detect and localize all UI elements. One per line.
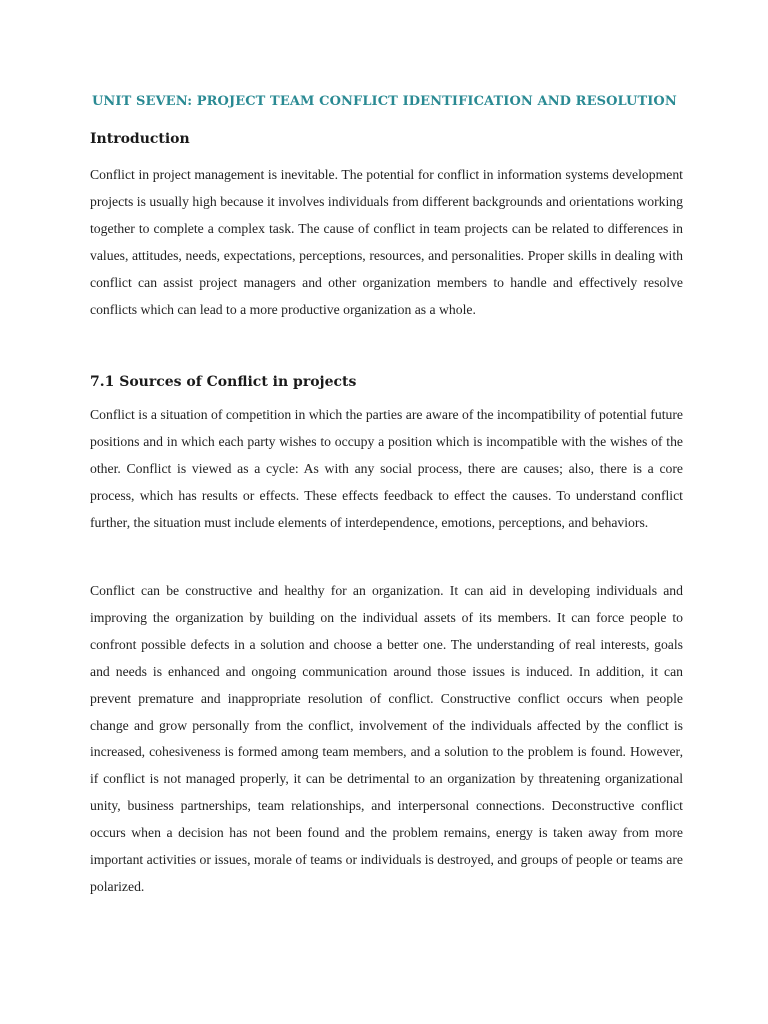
constructive-conflict-paragraph: Conflict can be constructive and healthy for an organization. It can aid in developing individuals and improving the organization by building on the individual assets of its members. It can force people to confront possible defects in a solution and choose a better one. The understanding of real interests, goals and needs is enhanced and ongoing communication around those issues is induced. In addition, it can prevent premature and inappropriate resolution of conflict. Constructive conflict occurs when people change and grow personally from the conflict, involvement of the individuals affected by the conflict is increased, cohesiveness is formed among team members, and a solution to the problem is found. However, if conflict is not managed properly, it can be detrimental to an organization by threatening organizational unity, business partnerships, team relationships, and interpersonal connections. Deconstructive conflict occurs when a decision has not been found and the problem remains, energy is taken away from more important activities or issues, morale of teams or individuals is destroyed, and groups of people or teams are polarized. (90, 583, 683, 894)
conflict-definition-paragraph: Conflict is a situation of competition in which the parties are aware of the incompatibility of potential future positions and in which each party wishes to occupy a position which is incompatible with the wishes of the other. Conflict is viewed as a cycle: As with any social process, there are causes; also, there is a core process, which has results or effects. These effects feedback to effect the causes. To understand conflict further, the situation must include elements of interdependence, emotions, perceptions, and behaviors. (90, 407, 683, 530)
introduction-paragraph: Conflict in project management is inevitable. The potential for conflict in information systems development projects is usually high because it involves individuals from different backgrounds and orientations working together to complete a complex task. The cause of conflict in team projects can be related to differences in values, attitudes, needs, expectations, perceptions, resources, and personalities. Proper skills in dealing with conflict can assist project managers and other organization members to handle and effectively resolve conflicts which can lead to a more productive organization as a whole. (90, 167, 683, 317)
sources-of-conflict-heading: 7.1 Sources of Conflict in projects (90, 374, 357, 390)
introduction-heading: Introduction (90, 131, 190, 147)
unit-title: UNIT SEVEN: PROJECT TEAM CONFLICT IDENTIFICATION AND RESOLUTION (92, 94, 677, 109)
